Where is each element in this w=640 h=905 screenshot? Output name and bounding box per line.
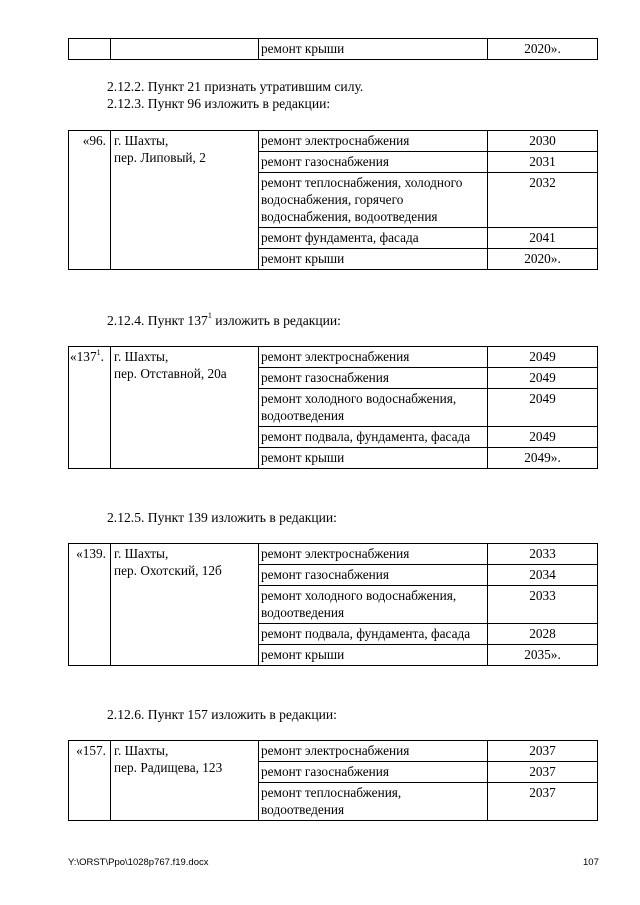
cell-address [111,39,259,60]
cell-year: 2049 [488,347,598,368]
cell-year: 2049». [488,448,598,469]
cell-num [69,347,111,469]
cell-work: ремонт электроснабжения [259,347,488,368]
address-line: пер. Радищева, 123 [114,760,223,775]
cell-year: 2030 [488,131,598,152]
superscript: 1 [207,311,212,321]
table-item-96 [68,130,598,270]
cell-work: ремонт подвала, фундамента, фасада [259,624,488,645]
paragraph-2-12-3: 2.12.3. Пункт 96 изложить в редакции: [107,96,331,111]
cell-year: 2028 [488,624,598,645]
cell-work: ремонт холодного водоснабжения, водоотведения [259,586,488,624]
num-dot: . [100,349,104,364]
cell-work: ремонт электроснабжения [259,741,488,762]
cell-year: 2049 [488,368,598,389]
cell-work: ремонт крыши [259,249,488,270]
cell-work: ремонт электроснабжения [259,131,488,152]
cell-work: ремонт газоснабжения [259,565,488,586]
paragraph-2-12-4 [107,312,341,329]
cell-work: ремонт электроснабжения [259,544,488,565]
address-line: г. Шахты, [114,349,169,364]
paragraph-2-12-2: 2.12.2. Пункт 21 признать утратившим силу. [107,79,364,94]
paragraph-2-12-5: 2.12.5. Пункт 139 изложить в редакции: [107,510,337,525]
cell-year: 2032 [488,173,598,228]
cell-year: 2033 [488,544,598,565]
address-line: г. Шахты, [114,133,169,148]
cell-work: ремонт теплоснабжения, водоотведения [259,783,488,821]
cell-address [111,544,259,666]
paragraph-2-12-6: 2.12.6. Пункт 157 изложить в редакции: [107,707,337,722]
cell-num: «96. [69,131,111,270]
table-row [69,131,598,152]
cell-year: 2034 [488,565,598,586]
table-row [69,347,598,368]
cell-year: 2031 [488,152,598,173]
address-line: г. Шахты, [114,546,169,561]
cell-year: 2037 [488,741,598,762]
cell-year: 2033 [488,586,598,624]
cell-year: 2041 [488,228,598,249]
cell-num: «139. [69,544,111,666]
num-text: «137 [70,349,97,364]
table-row [69,741,598,762]
cell-year: 2037 [488,783,598,821]
cell-year: 2049 [488,427,598,448]
cell-work: ремонт подвала, фундамента, фасада [259,427,488,448]
table-row [69,544,598,565]
cell-work: ремонт крыши [259,448,488,469]
cell-work: ремонт фундамента, фасада [259,228,488,249]
cell-work: ремонт теплоснабжения, холодного водоснабжения, горячего водоснабжения, водоотведения [259,173,488,228]
table-item-139 [68,543,598,666]
cell-work: ремонт крыши [259,645,488,666]
cell-year: 2020». [488,249,598,270]
paragraph-text: изложить в редакции: [211,313,341,328]
footer-page-number: 107 [583,857,599,868]
address-line: пер. Охотский, 12б [114,563,222,578]
paragraph-text: 2.12.4. Пункт 137 [107,313,208,328]
cell-year: 2020». [488,39,598,60]
cell-work: ремонт крыши [259,39,488,60]
address-line: г. Шахты, [114,743,169,758]
table-continuation [68,38,598,60]
table-item-157 [68,740,598,821]
cell-work: ремонт газоснабжения [259,368,488,389]
cell-year: 2035». [488,645,598,666]
cell-work: ремонт холодного водоснабжения, водоотведения [259,389,488,427]
cell-work: ремонт газоснабжения [259,762,488,783]
cell-address [111,131,259,270]
footer-file-path: Y:\ORST\Ppo\1028p767.f19.docx [68,857,209,868]
cell-year: 2049 [488,389,598,427]
cell-num [69,39,111,60]
cell-address [111,347,259,469]
cell-address [111,741,259,821]
cell-year: 2037 [488,762,598,783]
table-row [69,39,598,60]
address-line: пер. Отставной, 20а [114,366,227,381]
superscript: 1 [96,347,101,357]
address-line: пер. Липовый, 2 [114,150,206,165]
cell-num: «157. [69,741,111,821]
cell-work: ремонт газоснабжения [259,152,488,173]
table-item-137-1 [68,346,598,469]
